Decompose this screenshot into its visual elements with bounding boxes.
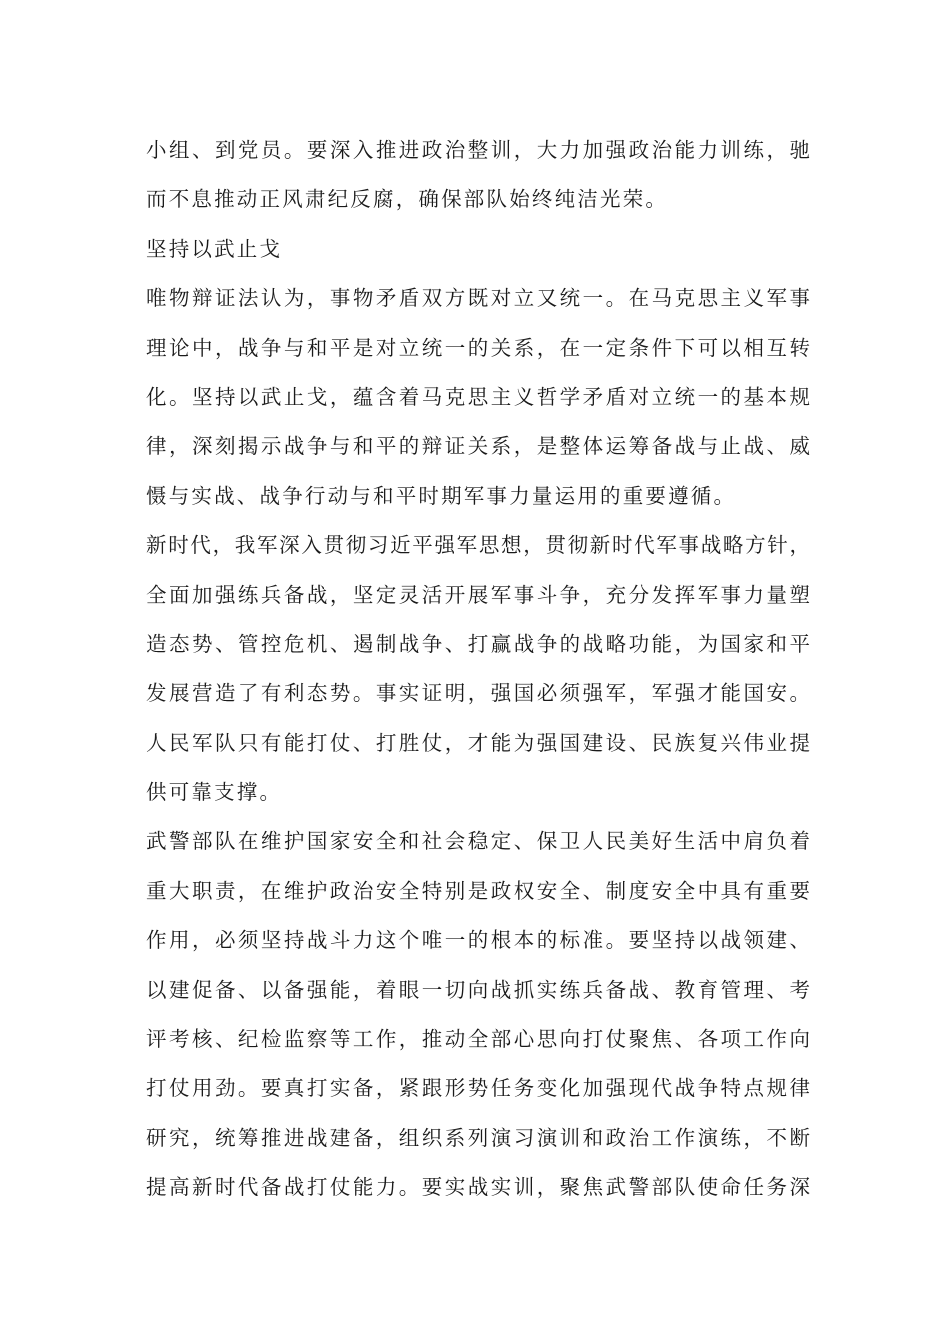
text-line: 以建促备、以备强能，着眼一切向战抓实练兵备战、教育管理、考 bbox=[146, 977, 810, 1002]
text-line: 小组、到党员。要深入推进政治整训，大力加强政治能力训练，驰 bbox=[146, 138, 810, 162]
text-line: 武警部队在维护国家安全和社会稳定、保卫人民美好生活中肩负着 bbox=[146, 829, 810, 854]
text-line: 作用，必须坚持战斗力这个唯一的根本的标准。要坚持以战领建、 bbox=[146, 928, 810, 953]
section-heading: 坚持以武止戈 bbox=[146, 236, 283, 261]
text-line: 评考核、纪检监察等工作，推动全部心思向打仗聚焦、各项工作向 bbox=[146, 1027, 810, 1052]
text-line: 供可靠支撑。 bbox=[146, 780, 283, 805]
text-line: 研究，统筹推进战建备，组织系列演习演训和政治工作演练，不断 bbox=[146, 1125, 810, 1150]
text-line: 新时代，我军深入贯彻习近平强军思想，贯彻新时代军事战略方针， bbox=[146, 533, 810, 558]
text-line: 重大职责，在维护政治安全特别是政权安全、制度安全中具有重要 bbox=[146, 878, 810, 903]
text-line: 提高新时代备战打仗能力。要实战实训，聚焦武警部队使命任务深 bbox=[146, 1175, 810, 1200]
text-line: 人民军队只有能打仗、打胜仗，才能为强国建设、民族复兴伟业提 bbox=[146, 730, 810, 755]
text-line: 慑与实战、战争行动与和平时期军事力量运用的重要遵循。 bbox=[146, 483, 737, 508]
text-line: 全面加强练兵备战，坚定灵活开展军事斗争，充分发挥军事力量塑 bbox=[146, 582, 810, 607]
text-line: 理论中，战争与和平是对立统一的关系，在一定条件下可以相互转 bbox=[146, 335, 810, 360]
text-line: 化。坚持以武止戈，蕴含着马克思主义哲学矛盾对立统一的基本规 bbox=[146, 384, 810, 409]
text-line: 打仗用劲。要真打实备，紧跟形势任务变化加强现代战争特点规律 bbox=[146, 1076, 810, 1101]
text-line: 造态势、管控危机、遏制战争、打赢战争的战略功能，为国家和平 bbox=[146, 631, 810, 656]
document-body bbox=[146, 126, 810, 1213]
text-line: 而不息推动正风肃纪反腐，确保部队始终纯洁光荣。 bbox=[146, 187, 669, 212]
text-line: 发展营造了有利态势。事实证明，强国必须强军，军强才能国安。 bbox=[146, 681, 810, 706]
text-line: 唯物辩证法认为，事物矛盾双方既对立又统一。在马克思主义军事 bbox=[146, 286, 810, 311]
text-line: 律，深刻揭示战争与和平的辩证关系，是整体运筹备战与止战、威 bbox=[146, 434, 810, 459]
